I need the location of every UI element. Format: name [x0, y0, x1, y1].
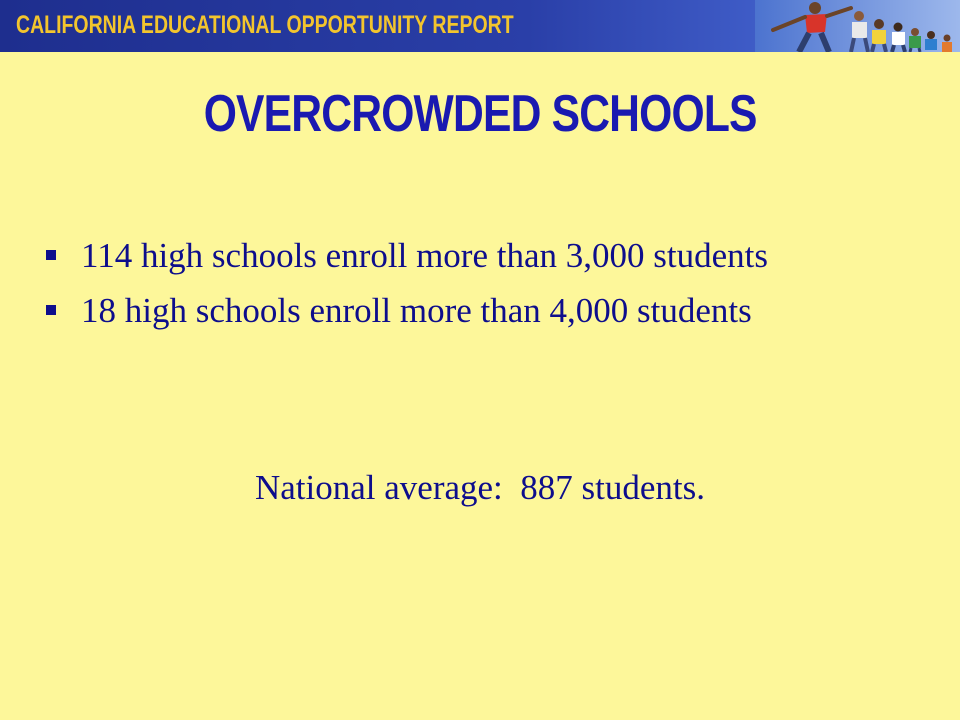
slide-title: OVERCROWDED SCHOOLS: [203, 85, 757, 143]
national-average-note: National average: 887 students.: [254, 468, 705, 507]
bullet-text: 18 high schools enroll more than 4,000 students: [81, 291, 752, 330]
square-bullet-icon: [46, 250, 56, 260]
header-banner: [0, 0, 960, 52]
banner-title: CALIFORNIA EDUCATIONAL OPPORTUNITY REPORT: [16, 11, 514, 39]
students-photo: [755, 0, 960, 52]
square-bullet-icon: [46, 305, 56, 315]
bullet-text: 114 high schools enroll more than 3,000 students: [81, 236, 768, 275]
